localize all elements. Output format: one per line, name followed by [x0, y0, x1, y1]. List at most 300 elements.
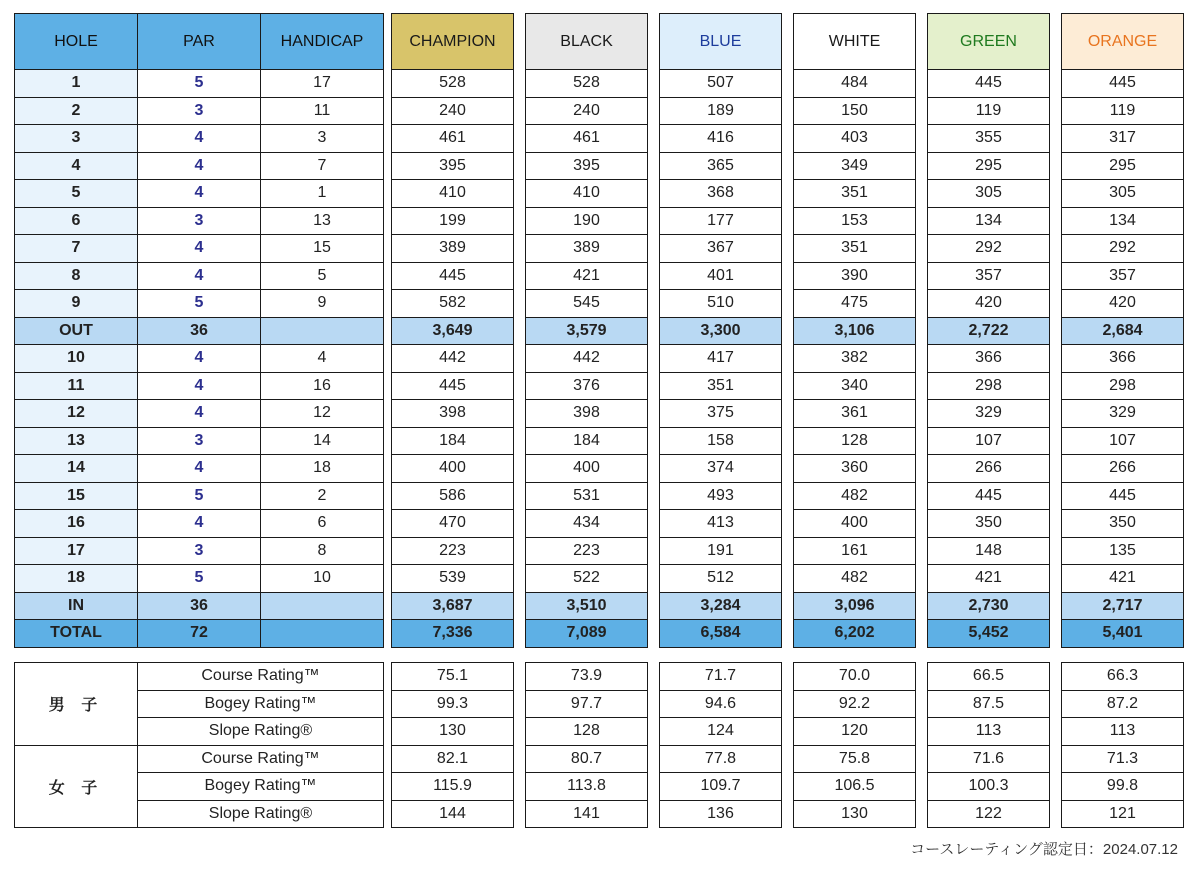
- tee-ratings-green: [927, 662, 1050, 828]
- yardage-row: [526, 537, 648, 565]
- yardage-cell: 119: [1062, 97, 1184, 125]
- yardage-row: [392, 482, 514, 510]
- tee-ratings-champion: [391, 662, 514, 828]
- out-yardage: 3,579: [526, 317, 648, 345]
- hole-par: 5: [138, 482, 261, 510]
- yardage-cell: 350: [1062, 510, 1184, 538]
- yardage-row: [928, 565, 1050, 593]
- yardage-row: [660, 152, 782, 180]
- yardage-cell: 295: [928, 152, 1050, 180]
- yardage-cell: 158: [660, 427, 782, 455]
- yardage-row: [392, 180, 514, 208]
- yardage-cell: 445: [928, 482, 1050, 510]
- yardage-row: [526, 97, 648, 125]
- yardage-row: [526, 427, 648, 455]
- yardage-row: [392, 372, 514, 400]
- total-row: [794, 620, 916, 648]
- hole-row: [15, 345, 384, 373]
- yardage-cell: 413: [660, 510, 782, 538]
- out-row: [15, 317, 384, 345]
- yardage-row: [1062, 510, 1184, 538]
- yardage-row: [392, 345, 514, 373]
- yardage-row: [1062, 235, 1184, 263]
- hole-row: [15, 290, 384, 318]
- total-yardage: 5,401: [1062, 620, 1184, 648]
- rating-row: [1062, 718, 1184, 746]
- tee-header: WHITE: [794, 14, 916, 70]
- yardage-row: [526, 235, 648, 263]
- yardage-row: [660, 565, 782, 593]
- yardage-cell: 190: [526, 207, 648, 235]
- rating-label: Bogey Rating™: [138, 773, 384, 801]
- hole-row: [15, 262, 384, 290]
- total-par: 72: [138, 620, 261, 648]
- yardage-row: [928, 427, 1050, 455]
- in-row: [1062, 592, 1184, 620]
- men-rating-value: 113: [928, 718, 1050, 746]
- yardage-row: [1062, 372, 1184, 400]
- in-yardage: 2,730: [928, 592, 1050, 620]
- yardage-row: [928, 345, 1050, 373]
- women-rating-value: 115.9: [392, 773, 514, 801]
- total-yardage: 7,089: [526, 620, 648, 648]
- yardage-row: [928, 400, 1050, 428]
- tee-column-green: [927, 13, 1050, 648]
- yardage-cell: 360: [794, 455, 916, 483]
- yardage-cell: 528: [392, 70, 514, 98]
- yardage-row: [1062, 455, 1184, 483]
- out-row: [526, 317, 648, 345]
- hole-number: 3: [15, 125, 138, 153]
- yardage-cell: 586: [392, 482, 514, 510]
- hole-handicap: 13: [261, 207, 384, 235]
- women-rating-value: 77.8: [660, 745, 782, 773]
- rating-row: [794, 663, 916, 691]
- rating-row: [526, 745, 648, 773]
- hole-number: 13: [15, 427, 138, 455]
- yardage-cell: 445: [1062, 70, 1184, 98]
- yardage-row: [660, 290, 782, 318]
- yardage-cell: 128: [794, 427, 916, 455]
- out-yardage: 3,300: [660, 317, 782, 345]
- tee-column-champion: [391, 13, 514, 648]
- total-row: [1062, 620, 1184, 648]
- yardage-cell: 512: [660, 565, 782, 593]
- yardage-row: [1062, 152, 1184, 180]
- rating-label-row: [15, 663, 384, 691]
- yardage-row: [392, 510, 514, 538]
- men-rating-value: 130: [392, 718, 514, 746]
- hole-number: 2: [15, 97, 138, 125]
- in-yardage: 3,687: [392, 592, 514, 620]
- tee-header: GREEN: [928, 14, 1050, 70]
- yardage-cell: 395: [392, 152, 514, 180]
- yardage-cell: 442: [392, 345, 514, 373]
- tee-header: BLUE: [660, 14, 782, 70]
- total-row: [392, 620, 514, 648]
- rating-row: [794, 745, 916, 773]
- in-yardage: 3,096: [794, 592, 916, 620]
- hole-par: 4: [138, 345, 261, 373]
- hole-row: [15, 510, 384, 538]
- hole-par: 4: [138, 180, 261, 208]
- yardage-row: [392, 207, 514, 235]
- yardage-cell: 475: [794, 290, 916, 318]
- hole-row: [15, 455, 384, 483]
- yardage-cell: 150: [794, 97, 916, 125]
- out-yardage: 3,649: [392, 317, 514, 345]
- yardage-row: [794, 290, 916, 318]
- hole-par: 3: [138, 537, 261, 565]
- yardage-row: [660, 482, 782, 510]
- yardage-cell: 375: [660, 400, 782, 428]
- rating-row: [928, 663, 1050, 691]
- yardage-cell: 400: [526, 455, 648, 483]
- yardage-row: [660, 262, 782, 290]
- yardage-row: [526, 290, 648, 318]
- out-yardage: 2,722: [928, 317, 1050, 345]
- yardage-cell: 191: [660, 537, 782, 565]
- yardage-row: [526, 70, 648, 98]
- hole-row: [15, 152, 384, 180]
- yardage-row: [526, 345, 648, 373]
- yardage-row: [392, 565, 514, 593]
- par-header: PAR: [138, 14, 261, 70]
- tee-header: CHAMPION: [392, 14, 514, 70]
- hole-number: 15: [15, 482, 138, 510]
- yardage-row: [392, 235, 514, 263]
- hole-handicap: 1: [261, 180, 384, 208]
- hole-handicap: 14: [261, 427, 384, 455]
- rating-row: [928, 718, 1050, 746]
- hole-handicap: 10: [261, 565, 384, 593]
- rating-row: [1062, 773, 1184, 801]
- yardage-cell: 134: [928, 207, 1050, 235]
- rating-row: [392, 718, 514, 746]
- yardage-row: [794, 427, 916, 455]
- yardage-cell: 539: [392, 565, 514, 593]
- hole-number: 18: [15, 565, 138, 593]
- yardage-cell: 400: [392, 455, 514, 483]
- yardage-row: [794, 345, 916, 373]
- yardage-row: [1062, 565, 1184, 593]
- yardage-row: [526, 372, 648, 400]
- in-yardage: 2,717: [1062, 592, 1184, 620]
- yardage-cell: 107: [1062, 427, 1184, 455]
- out-handicap-empty: [261, 317, 384, 345]
- total-row: [660, 620, 782, 648]
- men-rating-value: 66.5: [928, 663, 1050, 691]
- yardage-cell: 401: [660, 262, 782, 290]
- tee-ratings-blue: [659, 662, 782, 828]
- yardage-cell: 421: [526, 262, 648, 290]
- yardage-row: [794, 400, 916, 428]
- hole-header: HOLE: [15, 14, 138, 70]
- yardage-row: [660, 455, 782, 483]
- men-rating-value: 92.2: [794, 690, 916, 718]
- yardage-cell: 223: [392, 537, 514, 565]
- yardage-cell: 240: [526, 97, 648, 125]
- yardage-cell: 357: [1062, 262, 1184, 290]
- yardage-cell: 416: [660, 125, 782, 153]
- yardage-cell: 545: [526, 290, 648, 318]
- yardage-cell: 317: [1062, 125, 1184, 153]
- yardage-cell: 582: [392, 290, 514, 318]
- rating-row: [1062, 800, 1184, 828]
- in-yardage: 3,284: [660, 592, 782, 620]
- total-yardage: 6,584: [660, 620, 782, 648]
- scorecard-left-table: [14, 13, 384, 648]
- yardage-cell: 389: [392, 235, 514, 263]
- total-handicap-empty: [261, 620, 384, 648]
- out-label: OUT: [15, 317, 138, 345]
- yardage-row: [392, 537, 514, 565]
- in-par: 36: [138, 592, 261, 620]
- hole-row: [15, 400, 384, 428]
- yardage-cell: 351: [660, 372, 782, 400]
- hole-par: 3: [138, 427, 261, 455]
- rating-row: [392, 663, 514, 691]
- yardage-cell: 119: [928, 97, 1050, 125]
- hole-row: [15, 372, 384, 400]
- yardage-cell: 510: [660, 290, 782, 318]
- rating-row: [928, 745, 1050, 773]
- men-rating-value: 128: [526, 718, 648, 746]
- hole-row: [15, 235, 384, 263]
- rating-row: [928, 773, 1050, 801]
- in-row: [392, 592, 514, 620]
- yardage-cell: 148: [928, 537, 1050, 565]
- yardage-row: [526, 455, 648, 483]
- men-rating-value: 66.3: [1062, 663, 1184, 691]
- yardage-row: [392, 125, 514, 153]
- yardage-row: [1062, 262, 1184, 290]
- women-rating-value: 122: [928, 800, 1050, 828]
- yardage-cell: 199: [392, 207, 514, 235]
- hole-par: 5: [138, 290, 261, 318]
- yardage-cell: 420: [928, 290, 1050, 318]
- yardage-row: [526, 565, 648, 593]
- rating-row: [392, 745, 514, 773]
- yardage-row: [794, 207, 916, 235]
- yardage-row: [1062, 207, 1184, 235]
- hole-handicap: 7: [261, 152, 384, 180]
- yardage-cell: 329: [1062, 400, 1184, 428]
- out-par: 36: [138, 317, 261, 345]
- yardage-row: [794, 97, 916, 125]
- yardage-row: [392, 455, 514, 483]
- hole-handicap: 4: [261, 345, 384, 373]
- yardage-cell: 434: [526, 510, 648, 538]
- yardage-row: [794, 565, 916, 593]
- in-row: [660, 592, 782, 620]
- hole-number: 12: [15, 400, 138, 428]
- in-row: [526, 592, 648, 620]
- men-rating-value: 71.7: [660, 663, 782, 691]
- women-rating-value: 82.1: [392, 745, 514, 773]
- hole-number: 14: [15, 455, 138, 483]
- men-rating-value: 87.5: [928, 690, 1050, 718]
- yardage-row: [526, 207, 648, 235]
- yardage-cell: 417: [660, 345, 782, 373]
- rating-row: [1062, 690, 1184, 718]
- women-rating-value: 109.7: [660, 773, 782, 801]
- women-rating-value: 144: [392, 800, 514, 828]
- hole-handicap: 11: [261, 97, 384, 125]
- yardage-cell: 292: [1062, 235, 1184, 263]
- men-label: 男 子: [15, 663, 138, 746]
- yardage-cell: 522: [526, 565, 648, 593]
- men-rating-value: 87.2: [1062, 690, 1184, 718]
- tee-ratings-orange: [1061, 662, 1184, 828]
- hole-number: 17: [15, 537, 138, 565]
- yardage-row: [660, 345, 782, 373]
- yardage-cell: 421: [1062, 565, 1184, 593]
- yardage-row: [1062, 180, 1184, 208]
- yardage-cell: 420: [1062, 290, 1184, 318]
- yardage-cell: 134: [1062, 207, 1184, 235]
- rating-row: [928, 690, 1050, 718]
- yardage-row: [392, 70, 514, 98]
- tee-ratings-white: [793, 662, 916, 828]
- yardage-cell: 329: [928, 400, 1050, 428]
- yardage-row: [1062, 482, 1184, 510]
- hole-number: 1: [15, 70, 138, 98]
- header-row: [1062, 14, 1184, 70]
- yardage-cell: 400: [794, 510, 916, 538]
- yardage-cell: 376: [526, 372, 648, 400]
- total-row: [15, 620, 384, 648]
- yardage-cell: 445: [392, 262, 514, 290]
- women-rating-value: 100.3: [928, 773, 1050, 801]
- handicap-header: HANDICAP: [261, 14, 384, 70]
- women-rating-value: 71.3: [1062, 745, 1184, 773]
- hole-par: 5: [138, 70, 261, 98]
- yardage-cell: 298: [928, 372, 1050, 400]
- rating-row: [660, 718, 782, 746]
- yardage-cell: 410: [392, 180, 514, 208]
- rating-row: [392, 690, 514, 718]
- rating-row: [526, 773, 648, 801]
- hole-row: [15, 565, 384, 593]
- yardage-row: [392, 290, 514, 318]
- yardage-cell: 184: [526, 427, 648, 455]
- hole-number: 7: [15, 235, 138, 263]
- yardage-row: [794, 372, 916, 400]
- yardage-cell: 240: [392, 97, 514, 125]
- yardage-row: [794, 510, 916, 538]
- yardage-row: [928, 537, 1050, 565]
- yardage-cell: 389: [526, 235, 648, 263]
- yardage-row: [392, 427, 514, 455]
- hole-handicap: 12: [261, 400, 384, 428]
- yardage-cell: 493: [660, 482, 782, 510]
- women-rating-value: 75.8: [794, 745, 916, 773]
- rating-row: [794, 690, 916, 718]
- yardage-row: [928, 510, 1050, 538]
- in-row: [928, 592, 1050, 620]
- yardage-cell: 445: [928, 70, 1050, 98]
- rating-labels-table: [14, 662, 384, 828]
- yardage-cell: 366: [928, 345, 1050, 373]
- yardage-row: [928, 482, 1050, 510]
- yardage-cell: 349: [794, 152, 916, 180]
- header-row: [15, 14, 384, 70]
- out-row: [928, 317, 1050, 345]
- yardage-row: [928, 180, 1050, 208]
- total-row: [928, 620, 1050, 648]
- header-row: [392, 14, 514, 70]
- yardage-row: [794, 455, 916, 483]
- total-row: [526, 620, 648, 648]
- yardage-row: [1062, 537, 1184, 565]
- men-rating-value: 113: [1062, 718, 1184, 746]
- header-row: [928, 14, 1050, 70]
- yardage-cell: 482: [794, 565, 916, 593]
- yardage-row: [660, 235, 782, 263]
- header-row: [660, 14, 782, 70]
- in-yardage: 3,510: [526, 592, 648, 620]
- out-row: [1062, 317, 1184, 345]
- hole-handicap: 8: [261, 537, 384, 565]
- yardage-cell: 135: [1062, 537, 1184, 565]
- tee-header: ORANGE: [1062, 14, 1184, 70]
- yardage-row: [928, 70, 1050, 98]
- yardage-cell: 153: [794, 207, 916, 235]
- hole-par: 4: [138, 400, 261, 428]
- yardage-cell: 350: [928, 510, 1050, 538]
- yardage-row: [660, 180, 782, 208]
- women-rating-value: 71.6: [928, 745, 1050, 773]
- yardage-row: [392, 400, 514, 428]
- yardage-cell: 395: [526, 152, 648, 180]
- tee-column-black: [525, 13, 648, 648]
- hole-row: [15, 97, 384, 125]
- men-rating-value: 75.1: [392, 663, 514, 691]
- yardage-row: [794, 125, 916, 153]
- yardage-row: [794, 537, 916, 565]
- yardage-cell: 357: [928, 262, 1050, 290]
- yardage-row: [928, 207, 1050, 235]
- yardage-row: [794, 180, 916, 208]
- yardage-row: [660, 510, 782, 538]
- hole-row: [15, 207, 384, 235]
- women-rating-value: 121: [1062, 800, 1184, 828]
- yardage-cell: 382: [794, 345, 916, 373]
- hole-handicap: 17: [261, 70, 384, 98]
- yardage-cell: 507: [660, 70, 782, 98]
- yardage-row: [928, 235, 1050, 263]
- tee-column-orange: [1061, 13, 1184, 648]
- yardage-row: [928, 125, 1050, 153]
- hole-row: [15, 125, 384, 153]
- rating-row: [660, 773, 782, 801]
- yardage-row: [1062, 125, 1184, 153]
- total-label: TOTAL: [15, 620, 138, 648]
- yardage-cell: 161: [794, 537, 916, 565]
- rating-label: Course Rating™: [138, 745, 384, 773]
- men-rating-value: 97.7: [526, 690, 648, 718]
- rating-label: Slope Rating®: [138, 718, 384, 746]
- hole-par: 5: [138, 565, 261, 593]
- yardage-row: [928, 455, 1050, 483]
- rating-label-row: [15, 745, 384, 773]
- rating-row: [1062, 745, 1184, 773]
- yardage-cell: 390: [794, 262, 916, 290]
- yardage-cell: 292: [928, 235, 1050, 263]
- yardage-cell: 177: [660, 207, 782, 235]
- women-rating-value: 130: [794, 800, 916, 828]
